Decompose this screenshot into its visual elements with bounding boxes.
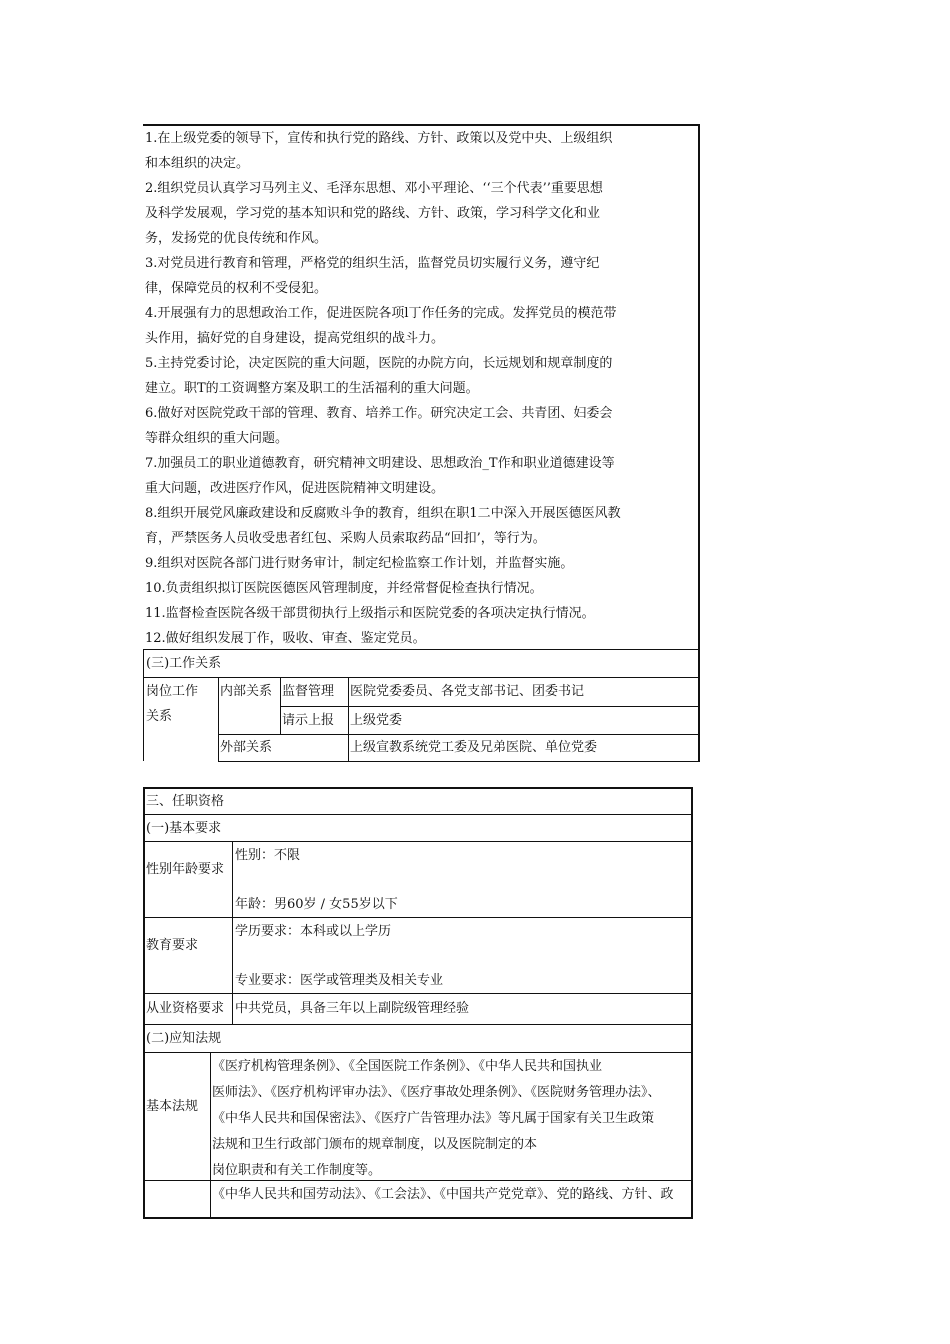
basic-law-list (212, 1054, 691, 1184)
qualification-title: 三、任职资格 (146, 794, 225, 809)
basic-requirements-title: (一)基本要求 (146, 821, 222, 836)
report-label: 请示上报 (282, 713, 335, 728)
duty-item: 7.加强员工的职业道德教育，研究精神文明建设、思想政治_T作和职业道德建设等 重大问题，改进医疗作风，促进医院精神文明建设。 (145, 456, 615, 496)
duty-item: 9.组织对医院各部门进行财务审计，制定纪检监察工作计划，并监督实施。 (145, 556, 574, 571)
duty-item: 11.监督检查医院各级干部贯彻执行上级指示和医院党委的各项决定执行情况。 (145, 606, 595, 621)
row-divider (143, 917, 693, 918)
basic-law-label: 基本法规 (146, 1099, 199, 1114)
other-law-line: 《中华人民共和国劳动法》、《工会法》、《中国共产党党章》、党的路线、方针、政 (212, 1187, 674, 1202)
col-divider (143, 649, 144, 761)
duty-list (145, 126, 697, 651)
internal-relation-label: 内部关系 (220, 684, 273, 699)
education-label: 教育要求 (146, 938, 199, 953)
external-relation-value: 上级宣教系统党工委及兄弟医院、单位党委 (350, 740, 598, 755)
report-value: 上级党委 (350, 713, 403, 728)
row-divider (143, 1052, 693, 1053)
law-line: 医师法》、《医疗机构评审办法》、《医疗事故处理条例》、《医院财务管理办法》、 (212, 1085, 661, 1100)
row-divider (280, 706, 700, 707)
col-divider (218, 677, 219, 761)
row-divider (143, 814, 693, 815)
col-divider (210, 1052, 211, 1219)
duty-item: 2.组织党员认真学习马列主义、毛泽东思想、邓小平理论、‘‘三个代表’’重要思想 及科学发展观，学习党的基本知识和党的路线、方针、政策，学习科学文化和业 务，发扬党的优良传统和作风。 (145, 181, 603, 246)
duty-item: 6.做好对医院党政干部的管理、教育、培养工作。研究决定工会、共青团、妇委会 等群众组织的重大问题。 (145, 406, 613, 446)
law-line: 《医疗机构管理条例》、《全国医院工作条例》、《中华人民共和国执业 (212, 1059, 603, 1074)
duty-item: 12.做好组织发展丁作，吸收、审查、鉴定党员。 (145, 631, 426, 646)
duty-item: 8.组织开展党风廉政建设和反腐败斗争的教育，组织在职1二中深入开展医德医风教 育，严禁医务人员收受患者红包、采购人员索取药品“回扣’，等行为。 (145, 506, 621, 546)
row-divider (143, 1024, 693, 1025)
degree-value: 学历要求：本科或以上学历 (235, 924, 392, 939)
work-relations-title: (三)工作关系 (146, 656, 222, 671)
duty-item: 10.负责组织拟订医院医德医风管理制度，并经常督促检查执行情况。 (145, 581, 543, 596)
law-title: (二)应知法规 (146, 1031, 222, 1046)
duty-item: 3.对党员进行教育和管理，严格党的组织生活，监督党员切实履行义务，遵守纪 律，保障党员的权利不受侵犯。 (145, 256, 600, 296)
row-divider (143, 649, 700, 650)
supervise-label: 监督管理 (282, 684, 335, 699)
gender-age-label: 性别年龄要求 (146, 862, 225, 877)
external-relation-label: 外部关系 (220, 740, 273, 755)
row-divider (143, 993, 693, 994)
age-value: 年龄：男60岁 / 女55岁以下 (235, 897, 398, 912)
row-divider (143, 841, 693, 842)
row-divider (143, 677, 700, 678)
duty-item: 5.主持党委讨论，决定医院的重大问题，医院的办院方向，长远规划和规章制度的 建立。职T的工资调整方案及职工的生活福利的重大问题。 (145, 356, 613, 396)
col-divider (280, 677, 281, 734)
post-relation-label: 岗位工作 关系 (146, 684, 199, 724)
practice-value: 中共党员，具备三年以上副院级管理经验 (235, 1001, 470, 1016)
gender-value: 性别：不限 (235, 848, 301, 863)
col-divider (232, 841, 233, 1024)
law-line: 法规和卫生行政部门颁布的规章制度，以及医院制定的本 (212, 1137, 538, 1152)
law-line: 《中华人民共和国保密法》、《医疗广告管理办法》等凡属于国家有关卫生政策 (212, 1111, 655, 1126)
row-divider (218, 761, 700, 762)
major-value: 专业要求：医学或管理类及相关专业 (235, 973, 444, 988)
col-divider (348, 677, 349, 761)
practice-label: 从业资格要求 (146, 1001, 225, 1016)
supervise-value: 医院党委委员、各党支部书记、团委书记 (350, 684, 585, 699)
law-line: 岗位职责和有关工作制度等。 (212, 1163, 382, 1178)
duty-item: 1.在上级党委的领导下，宣传和执行党的路线、方针、政策以及党中央、上级组织 和本组织的决定。 (145, 131, 613, 171)
duty-item: 4.开展强有力的思想政治工作，促进医院各项l丁作任务的完成。发挥党员的模范带 头作用，搞好党的自身建设，提高党组织的战斗力。 (145, 306, 617, 346)
